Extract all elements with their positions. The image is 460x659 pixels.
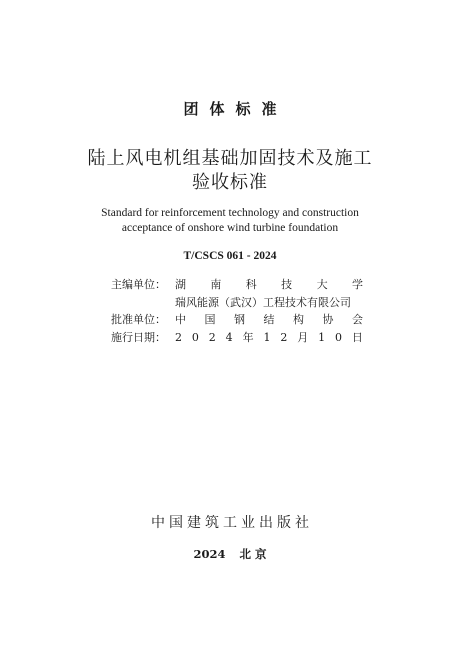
approver-char: 钢 (234, 313, 245, 326)
date-char: 年 (242, 330, 254, 344)
editor-label: 主编单位： (111, 278, 166, 291)
effective-date (175, 329, 363, 347)
editor-char: 湖 (175, 278, 186, 291)
date-label: 施行日期： (111, 330, 166, 344)
date-char: 4 (225, 330, 233, 344)
document-title-en (0, 206, 460, 236)
approver-name (175, 311, 363, 329)
date-char: 1 (318, 330, 326, 344)
title-en-line-2: acceptance of onshore wind turbine foundation (121, 222, 339, 234)
editor-row-2 (111, 294, 363, 312)
date-char: 2 (175, 330, 182, 344)
date-row (111, 329, 363, 347)
approver-label: 批准单位： (111, 313, 166, 326)
publication-year: 2024 (193, 547, 226, 561)
editor-char: 大 (316, 278, 328, 291)
date-char: 1 (263, 330, 271, 344)
title-zh-line-1: 陆上风电机组基础加固技术及施工 (87, 148, 373, 169)
date-char: 2 (280, 330, 288, 344)
label-spacer (111, 294, 175, 312)
approver-char: 国 (204, 313, 216, 326)
approver-char: 结 (263, 313, 275, 326)
approver-char: 中 (175, 313, 186, 326)
publication-info (111, 276, 363, 346)
date-char: 0 (335, 330, 343, 344)
publisher-name: 中国建筑工业出版社 (151, 515, 313, 531)
editor-name-1 (175, 276, 363, 294)
title-zh-line-2: 验收标准 (192, 172, 268, 193)
approver-char: 协 (322, 313, 334, 326)
editor-char: 学 (351, 278, 363, 291)
publication-city: 北 京 (239, 547, 267, 561)
editor-char: 科 (245, 278, 257, 291)
date-char: 0 (191, 330, 199, 344)
date-char: 月 (297, 330, 309, 344)
date-char: 2 (208, 330, 216, 344)
editor-name-2: 瑞风能源（武汉）工程技术有限公司 (175, 295, 351, 309)
publication-place (0, 546, 460, 562)
approver-char: 构 (293, 313, 304, 326)
editor-row (111, 276, 363, 294)
standard-category: 团体标准 (183, 100, 288, 118)
document-title-zh (0, 147, 460, 195)
editor-char: 南 (210, 278, 222, 291)
standard-code: T/CSCS 061 - 2024 (183, 250, 277, 262)
title-en-line-1: Standard for reinforcement technology and construction (101, 207, 359, 219)
date-char: 日 (351, 330, 363, 344)
approver-row (111, 311, 363, 329)
approver-char: 会 (352, 313, 363, 326)
editor-char: 技 (281, 278, 293, 291)
